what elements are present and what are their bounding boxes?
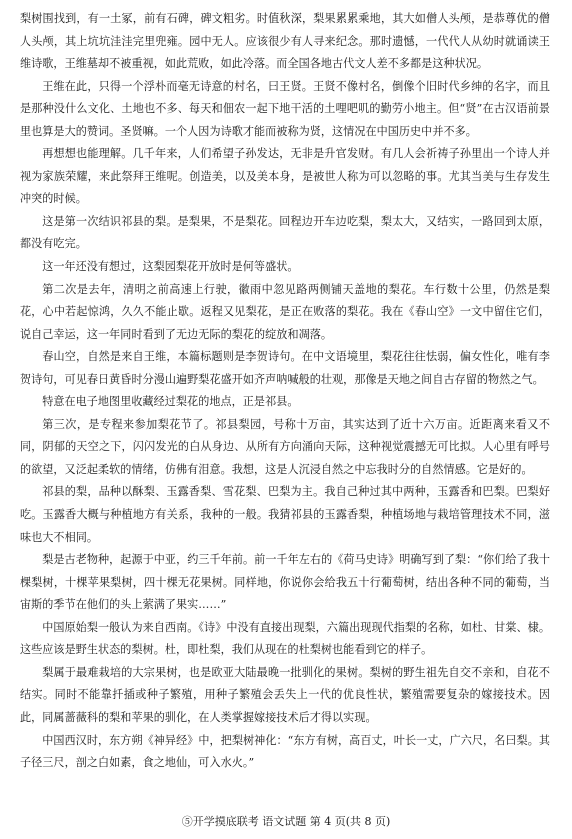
paragraph: 中国西汉时，东方朔《神异经》中，把梨树神化：“东方有树，高百丈，叶长一丈，广六尺，名曰梨。其子径三尺，剖之白如素，食之地仙，可入水火。” xyxy=(20,733,550,770)
paragraph: 第三次，是专程来参加梨花节了。祁县梨园，号称十万亩，其实达到了近十六万亩。近距离来看又不同，阴郁的天空之下，闪闪发光的白从身边、从所有方向涌向天际，这种视觉震撼无可比拟。人心里有呼号的欲望，又泛起柔软的情绪，仿佛有泪意。我想，这是人沉浸自然之中忘我时分的自然情感。它是好的。 xyxy=(20,417,550,476)
article-body xyxy=(20,8,550,775)
paragraph: 中国原始梨一般认为来自西南。《诗》中没有直接出现梨，六篇出现现代指梨的名称，如杜、甘棠、棣。这些应该是野生状态的梨树。杜，即杜梨，我们从现在的杜梨树也能看到它的样子。 xyxy=(20,620,550,657)
paragraph: 特意在电子地图里收藏经过梨花的地点，正是祁县。 xyxy=(42,395,299,409)
paragraph: 王维在此，只得一个浮朴而毫无诗意的村名，曰王贤。王贤不像村名，倒像个旧时代乡绅的名字，而且是那种没什么文化、土地也不多、每天和佃农一起下地干活的土哩吧叽的勤劳小地主。但“贤”在古汉语前景里也算是大的赞词。圣贤嘛。一个人因为诗歌才能而被称为贤，这情况在中国历史中并不多。 xyxy=(20,79,550,138)
page-footer: ⑤开学摸底联考 语文试题 第 4 页(共 8 页) xyxy=(181,815,391,828)
paragraph: 梨属于最难栽培的大宗果树，也是欧亚大陆最晚一批驯化的果树。梨树的野生祖先自交不亲和，自花不结实。同时不能靠扦插或种子繁殖，用种子繁殖会丢失上一代的优良性状，繁殖需要复杂的嫁接技术。因此，同属蔷薇科的梨和苹果的驯化，在人类掌握嫁接技术后才得以实现。 xyxy=(20,665,550,724)
paragraph: 祁县的梨，品种以酥梨、玉露香梨、雪花梨、巴梨为主。我自己种过其中两种，玉露香和巴梨。巴梨好吃。玉露香大概与种植地方有关系，我种的一般。我猜祁县的玉露香梨，种植场地与栽培管理技术不同，滋味也大不相同。 xyxy=(20,485,550,544)
paragraph: 梨是古老物种，起源于中亚，约三千年前。前一千年左右的《荷马史诗》明确写到了梨：“你们给了我十棵梨树，十棵苹果梨树，四十棵无花果树。同样地，你说你会给我五十行葡萄树，结出各种不同的葡萄，当宙斯的季节在他们的头上萦满了果实……” xyxy=(20,553,550,612)
paragraph: 春山空，自然是来自王维，本篇标题则是李贺诗句。在中文语境里，梨花往往怯弱，偏女性化，唯有李贺诗句，可见春日黄昏时分漫山遍野梨花盛开如齐声呐喊般的壮观，那像是天地之间自古存留的物然之气。 xyxy=(20,350,550,386)
paragraph: 梨树围找到，有一土冢，前有石碑，碑文粗劣。时值秋深，梨果累累乘地，其大如僧人头颅，是恭尊优的僧人头颅，其上坑坑洼洼完里兜雍。园中无人。应该很少有人寻来纪念。那时遗憾，一代代人从幼时就诵读王维诗歌，王维墓却不被重视，如此荒败，如此冷落。而全国各地古代文人差不多都是这种状况。 xyxy=(20,12,550,71)
paragraph: 这一年还没有想过，这梨园梨花开放时是何等盛状。 xyxy=(42,260,299,274)
paragraph: 这是第一次结识祁县的梨。是梨果，不是梨花。回程边开车边吃梨，梨太大，又结实，一路回到太原，都没有吃完。 xyxy=(20,214,550,251)
paragraph: 再想想也能理解。几千年来，人们希望子孙发达，无非是升官发财。有几人会祈祷子孙里出一个诗人并视为家族荣耀，来此祭拜王维呢。创造美，以及美本身，是被世人称为可以忽略的事。尤其当美与生存发生冲突的时候。 xyxy=(20,147,550,206)
paragraph: 第二次是去年，清明之前高速上行驶，徽雨中忽见路两侧铺天盖地的梨花。车行数十公里，仍然是梨花，心中若起惊鸿，久久不能止歇。返程又见梨花，是正在败落的梨花。我在《春山空》一文中留住它们，说自己幸运，这一年同时看到了无边无际的梨花的绽放和凋落。 xyxy=(20,282,550,341)
